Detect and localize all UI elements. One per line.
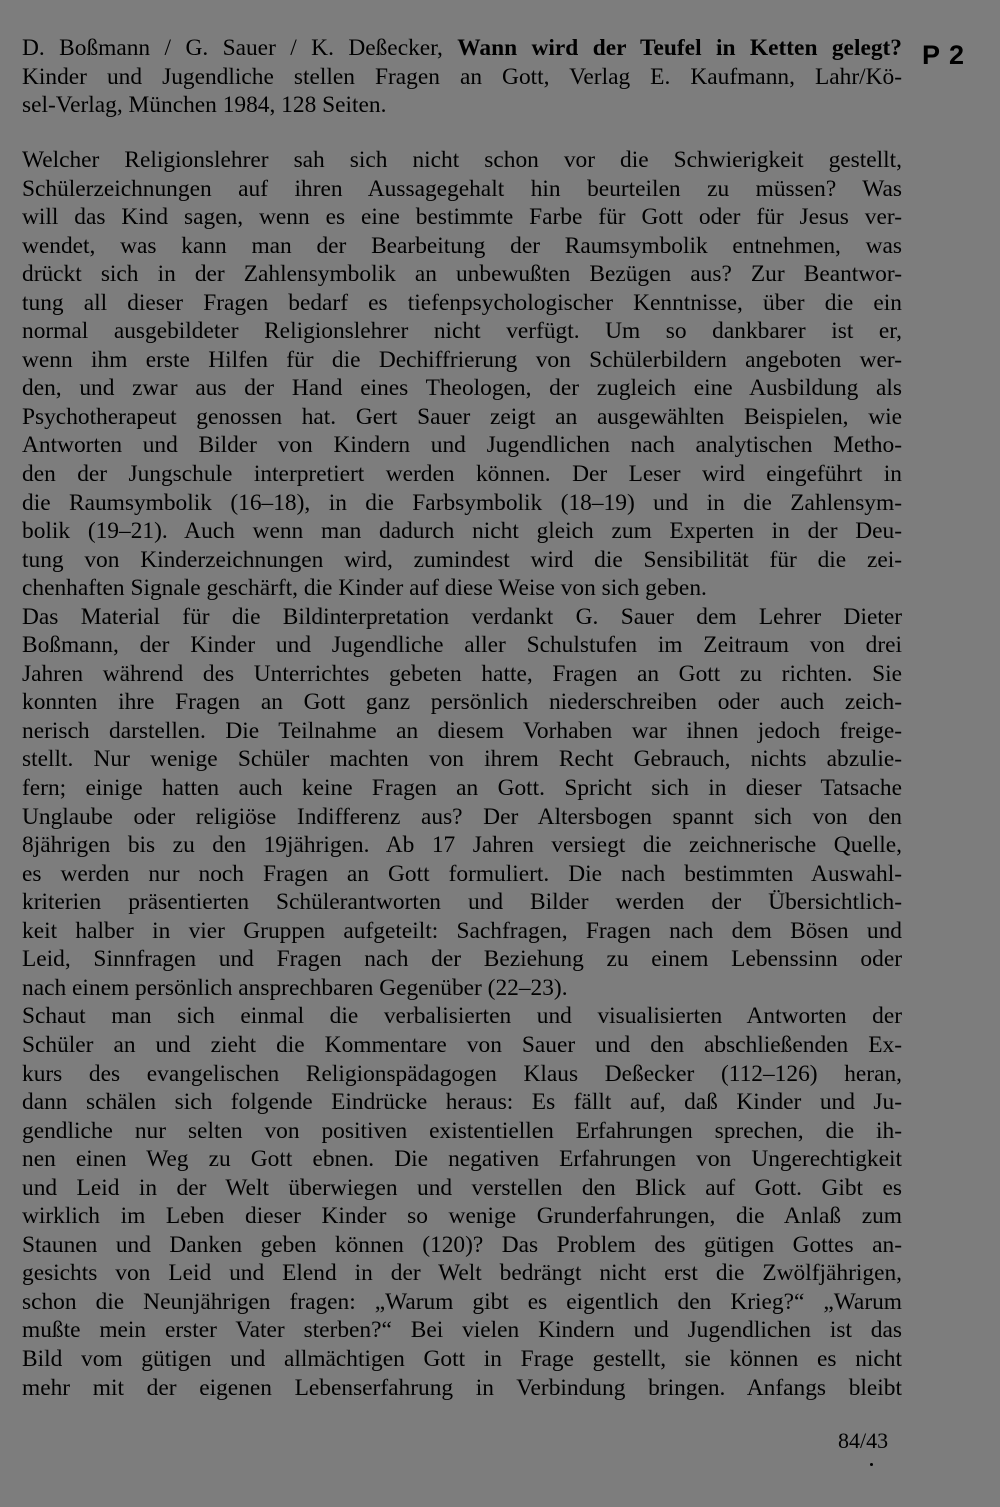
page-number: 84/43: [838, 1428, 889, 1453]
text-line: mußte mein erster Vater sterben?“ Bei vielen Kindern und Jugendlichen ist das: [22, 1317, 902, 1344]
text-line: Schaut man sich einmal die verbalisierten und visualisierten Antworten der: [22, 1003, 902, 1030]
text-line: gesichts von Leid und Elend in der Welt bedrängt nicht erst die Zwölfjährigen,: [22, 1260, 902, 1287]
text-line: bolik (19–21). Auch wenn man dadurch nicht gleich zum Experten in der Deu-: [22, 518, 902, 545]
text-line: dann schälen sich folgende Eindrücke heraus: Es fällt auf, daß Kinder und Ju-: [22, 1089, 902, 1116]
bibliographic-header: [22, 34, 902, 120]
text-line: konnten ihre Fragen an Gott ganz persönlich niederschreiben oder auch zeich-: [22, 689, 902, 716]
text-line: kurs des evangelischen Religionspädagogen Klaus Deßecker (112–126) heran,: [22, 1060, 902, 1087]
text-line: Psychotherapeut genossen hat. Gert Sauer zeigt an ausgewählten Beispielen, wie: [22, 403, 902, 430]
text-line: schon die Neunjährigen fragen: „Warum gibt es eigentlich den Krieg?“ „Warum: [22, 1288, 902, 1315]
text-line: wenn ihm erste Hilfen für die Dechiffrierung von Schülerbildern angeboten wer-: [22, 346, 902, 373]
review-body: [22, 146, 902, 1402]
biblio-line-1: [22, 34, 902, 63]
text-line: kriterien präsentierten Schülerantworten und Bilder werden der Übersichtlich-: [22, 889, 902, 916]
text-line: Welcher Religionslehrer sah sich nicht schon vor die Schwierigkeit gestellt,: [22, 147, 902, 173]
text-line: wendet, was kann man der Bearbeitung der Raumsymbolik entnehmen, was: [22, 232, 902, 259]
text-line: keit halber in vier Gruppen aufgeteilt: Sachfragen, Fragen nach dem Bösen und: [22, 917, 902, 944]
text-line: fern; einige hatten auch keine Fragen an Gott. Spricht sich in dieser Tatsache: [22, 775, 902, 802]
text-line: Schülerzeichnungen auf ihren Aussagegehalt hin beurteilen zu müssen? Was: [22, 175, 902, 202]
text-line: und Leid in der Welt überwiegen und verstellen den Blick auf Gott. Gibt es: [22, 1174, 902, 1201]
text-line: nach einem persönlich ansprechbaren Gegenüber (22–23).: [22, 974, 568, 1001]
text-line: tung von Kinderzeichnungen wird, zumindest wird die Sensibilität für die zei-: [22, 546, 902, 573]
text-line: Staunen und Danken geben können (120)? Das Problem des gütigen Gottes an-: [22, 1231, 902, 1258]
text-line: Schüler an und zieht die Kommentare von Sauer und den abschließenden Ex-: [22, 1031, 902, 1058]
text-line: Leid, Sinnfragen und Fragen nach der Beziehung zu einem Lebenssinn oder: [22, 946, 902, 973]
text-line: drückt sich in der Zahlensymbolik an unbewußten Bezügen aus? Zur Beantwor-: [22, 261, 902, 288]
text-line: es werden nur noch Fragen an Gott formuliert. Die nach bestimmten Auswahl-: [22, 860, 902, 887]
text-line: Jahren während des Unterrichtes gebeten hatte, Fragen an Gott zu richten. Sie: [22, 660, 902, 687]
text-line: nerisch darstellen. Die Teilnahme an diesem Vorhaben war ihnen jedoch freige-: [22, 717, 902, 744]
biblio-title: Wann wird der Teufel in Ketten gelegt?: [457, 35, 903, 61]
text-line: mehr mit der eigenen Lebenserfahrung in Verbindung bringen. Anfangs bleibt: [22, 1374, 902, 1401]
text-line: Unglaube oder religiöse Indifferenz aus? Der Altersbogen spannt sich von den: [22, 803, 902, 830]
text-line: will das Kind sagen, wenn es eine bestimmte Farbe für Gott oder für Jesus ver-: [22, 204, 902, 231]
text-line: Antworten und Bilder von Kindern und Jugendlichen nach analytischen Metho-: [22, 432, 902, 459]
paragraph: [22, 1002, 902, 1402]
printer-dot: [870, 1463, 873, 1466]
text-line: wirklich im Leben dieser Kinder so wenige Grunderfahrungen, die Anlaß zum: [22, 1203, 902, 1230]
text-line: stellt. Nur wenige Schüler machten von ihrem Recht Gebrauch, nichts abzulie-: [22, 746, 902, 773]
text-line: nen einen Weg zu Gott ebnen. Die negativen Erfahrungen von Ungerechtigkeit: [22, 1146, 902, 1173]
text-line: den der Jungschule interpretiert werden können. Der Leser wird eingeführt in: [22, 461, 902, 488]
section-marker: P 2: [922, 40, 966, 70]
text-line: normal ausgebildeter Religionslehrer nicht verfügt. Um so dankbarer ist er,: [22, 318, 902, 345]
text-line: gendliche nur selten von positiven existentiellen Erfahrungen sprechen, die ih-: [22, 1117, 902, 1144]
biblio-line-3: sel-Verlag, München 1984, 128 Seiten.: [22, 92, 387, 118]
text-line: Das Material für die Bildinterpretation verdankt G. Sauer dem Lehrer Dieter: [22, 603, 902, 630]
paragraph: [22, 146, 902, 603]
text-line: Bild vom gütigen und allmächtigen Gott in Frage gestellt, sie können es nicht: [22, 1345, 902, 1372]
text-line: den, und zwar aus der Hand eines Theologen, der zugleich eine Ausbildung als: [22, 375, 902, 402]
text-line: Boßmann, der Kinder und Jugendliche aller Schulstufen im Zeitraum von drei: [22, 632, 902, 659]
text-line: chenhaften Signale geschärft, die Kinder auf diese Weise von sich geben.: [22, 575, 707, 602]
biblio-authors: D. Boßmann / G. Sauer / K. Deßecker,: [22, 35, 458, 61]
text-line: die Raumsymbolik (16–18), in die Farbsymbolik (18–19) und in die Zahlensym-: [22, 489, 902, 516]
biblio-line-2: Kinder und Jugendliche stellen Fragen an Gott, Verlag E. Kaufmann, Lahr/Kö-: [22, 63, 902, 90]
text-line: 8jährigen bis zu den 19jährigen. Ab 17 Jahren versiegt die zeichnerische Quelle,: [22, 832, 902, 859]
paragraph: [22, 603, 902, 1003]
text-line: tung all dieser Fragen bedarf es tiefenpsychologischer Kenntnisse, über die ein: [22, 289, 902, 316]
